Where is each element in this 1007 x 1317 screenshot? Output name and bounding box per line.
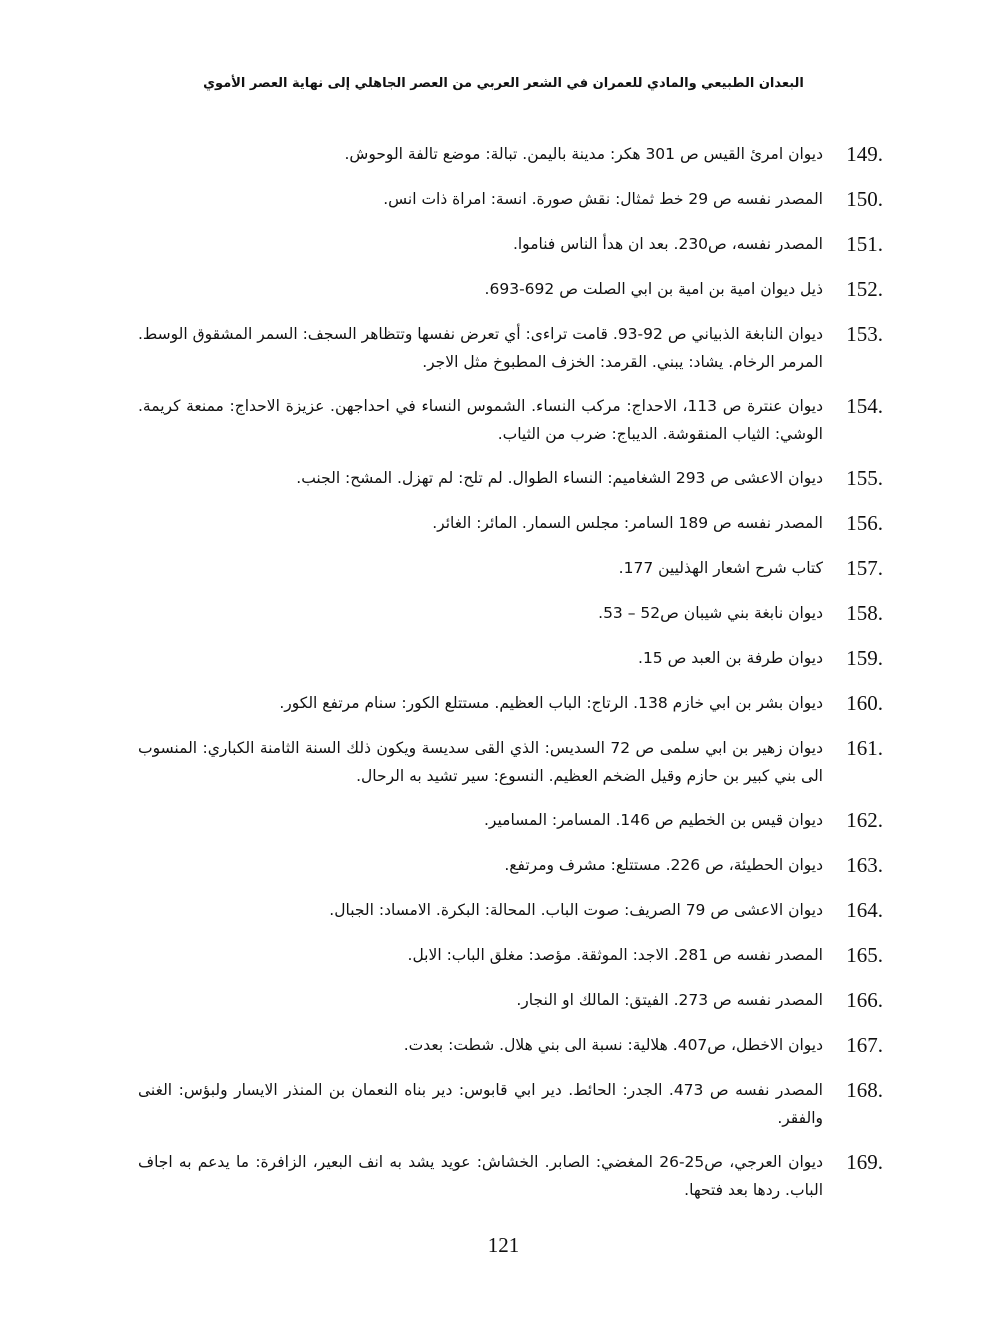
footnote-text: ديوان زهير بن ابي سلمى ص 72 السديس: الذي القى سديسة ويكون ذلك السنة الثامنة الكباري: المنسوب الى بني كبير بن حازم وقيل الضخم العظيم. النسوع: سير تشيد به الرحال. [138, 739, 823, 785]
footnote-168 [138, 1076, 883, 1132]
footnote-text: ديوان العرجي، ص25-26 المغضي: الصابر. الخشاش: عويد يشد به انف البعير، الزافرة: ما يدعم به اجاف الباب. ردها بعد فتحها. [138, 1153, 823, 1199]
footnote-number: 161. [846, 736, 883, 760]
footnote-154 [138, 392, 883, 448]
running-header: البعدان الطبيعي والمادي للعمران في الشعر العربي من العصر الجاهلي إلى نهاية العصر الأموي [203, 76, 804, 91]
footnote-text: ديوان الاخطل، ص407. هلالية: نسبة الى بني هلال. شطت: بعدت. [403, 1036, 823, 1054]
footnote-text: ديوان النابغة الذبياني ص 92-93. قامت تراءى: أي تعرض نفسها وتتظاهر السجف: السمر المشقوق الوسط. المرمر الرخام. يشاد: يبني. القرمد: الخزف المطبوخ مثل الاجر. [138, 325, 823, 371]
footnote-text: المصدر نفسه ص 281. الاجد: الموثقة. مؤصد: مغلق الباب: الابل. [407, 946, 823, 964]
footnote-number: 154. [846, 394, 883, 418]
footnote-text: ديوان الحطيئة، ص 226. مستتلع: مشرف ومرتفع. [504, 856, 823, 874]
footnote-text: ديوان عنترة ص 113، الاحداج: مركب النساء. الشموس النساء في احداجهن. عزيزة الاحداج: ممنعة كريمة. الوشي: الثياب المنقوشة. الديباج: ضرب من الثياب. [138, 397, 823, 443]
footnote-number: 163. [846, 853, 883, 877]
footnote-number: 168. [846, 1078, 883, 1102]
footnote-number: 162. [846, 808, 883, 832]
footnote-number: 149. [846, 142, 883, 166]
footnote-number: 158. [846, 601, 883, 625]
footnote-text: المصدر نفسه ص 29 خط ثمثال: نقش صورة. انسة: امراة ذات انس. [383, 190, 823, 208]
footnote-text: ديوان طرفة بن العبد ص 15. [638, 649, 823, 667]
footnote-153 [138, 320, 883, 376]
footnote-151 [138, 230, 883, 258]
footnote-number: 150. [846, 187, 883, 211]
footnote-text: ديوان الاعشى ص 79 الصريف: صوت الباب. المحالة: البكرة. الامساد: الجبال. [329, 901, 823, 919]
footnote-number: 159. [846, 646, 883, 670]
footnote-number: 167. [846, 1033, 883, 1057]
footnote-157 [138, 554, 883, 582]
footnote-169 [138, 1148, 883, 1204]
footnote-number: 169. [846, 1150, 883, 1174]
footnote-166 [138, 986, 883, 1014]
footnote-149 [138, 140, 883, 168]
footnote-161 [138, 734, 883, 790]
footnote-text: المصدر نفسه ص 473. الجدر: الحائط. دير ابي قابوس: دير بناه النعمان بن المنذر الايسار ولبؤس: الغنى والفقر. [138, 1081, 823, 1127]
footnote-number: 160. [846, 691, 883, 715]
footnote-164 [138, 896, 883, 924]
footnote-160 [138, 689, 883, 717]
footnote-list [138, 140, 883, 1220]
footnote-text: ذيل ديوان امية بن امية بن ابي الصلت ص 692-693. [484, 280, 823, 298]
footnote-165 [138, 941, 883, 969]
footnote-158 [138, 599, 883, 627]
footnote-number: 152. [846, 277, 883, 301]
footnote-text: ديوان الاعشى ص 293 الشغاميم: النساء الطوال. لم تلح: لم تهزل. المشح: الجنب. [296, 469, 823, 487]
footnote-167 [138, 1031, 883, 1059]
page-number: 121 [487, 1233, 520, 1257]
footnote-156 [138, 509, 883, 537]
footnote-text: كتاب شرح اشعار الهذليين 177. [618, 559, 823, 577]
footnote-number: 164. [846, 898, 883, 922]
footnote-number: 165. [846, 943, 883, 967]
footnote-text: ديوان قيس بن الخطيم ص 146. المسامر: المسامير. [484, 811, 823, 829]
footnote-text: ديوان نابغة بني شيبان ص52 – 53. [598, 604, 823, 622]
footnote-number: 153. [846, 322, 883, 346]
footnote-text: المصدر نفسه، ص230. بعد ان هدأ الناس فناموا. [512, 235, 823, 253]
footnote-152 [138, 275, 883, 303]
footnote-163 [138, 851, 883, 879]
footnote-159 [138, 644, 883, 672]
footnote-150 [138, 185, 883, 213]
footnote-text: المصدر نفسه ص 273. الفيتق: المالك او النجار. [516, 991, 823, 1009]
footnote-number: 155. [846, 466, 883, 490]
footnote-155 [138, 464, 883, 492]
footnote-text: ديوان امرئ القيس ص 301 هكر: مدينة باليمن. تبالة: موضع تالفة الوحوش. [344, 145, 823, 163]
footnote-text: ديوان بشر بن ابي خازم 138. الرتاج: الباب العظيم. مستتلع الكور: سنام مرتفع الكور. [279, 694, 823, 712]
footnote-number: 157. [846, 556, 883, 580]
footnote-text: المصدر نفسه ص 189 السامر: مجلس السمار. المائر: الغائر. [432, 514, 823, 532]
footnote-number: 156. [846, 511, 883, 535]
footnote-162 [138, 806, 883, 834]
footnote-number: 151. [846, 232, 883, 256]
footnote-number: 166. [846, 988, 883, 1012]
